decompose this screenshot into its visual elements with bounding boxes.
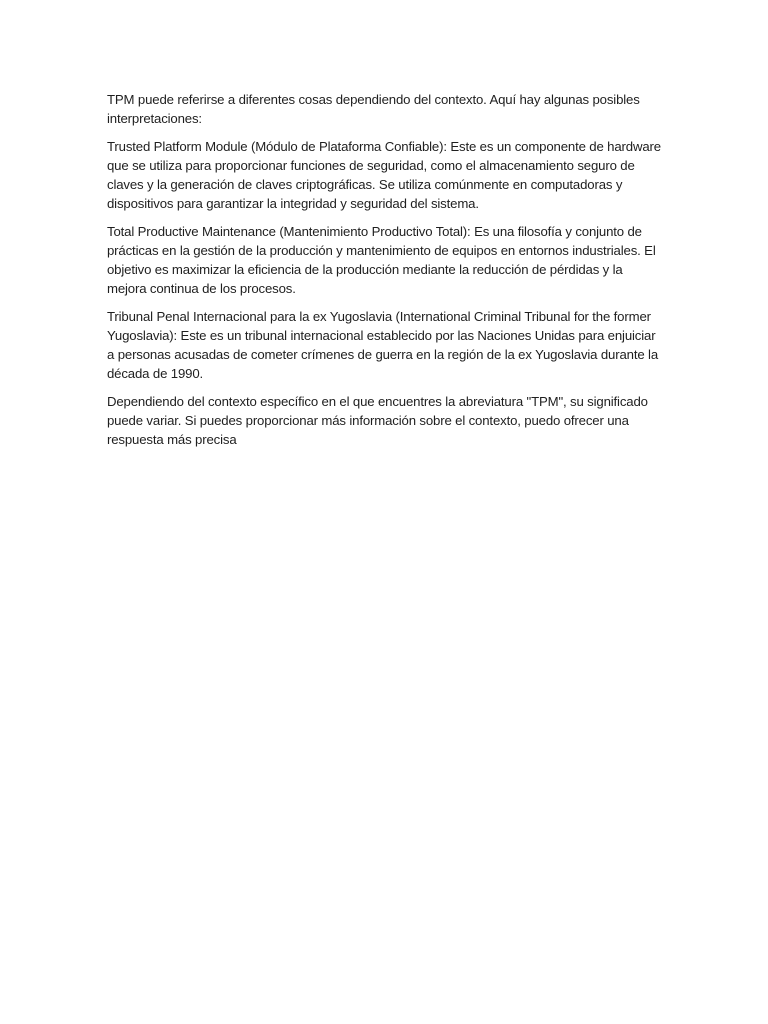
document-body [107,90,662,458]
tribunal-paragraph: Tribunal Penal Internacional para la ex Yugoslavia (International Criminal Tribunal for the former Yugoslavia): Este es un tribunal internacional establecido por las Naciones Unidas para enjuiciar a personas acusadas de cometer crímenes de guerra en la región de la ex Yugoslavia durante la década de 1990. [107,309,659,381]
conclusion-paragraph: Dependiendo del contexto específico en el que encuentres la abreviatura "TPM", su significado puede variar. Si puedes proporcionar más información sobre el contexto, puedo ofrecer una respuesta más precisa [107,394,648,447]
trusted-platform-module-paragraph: Trusted Platform Module (Módulo de Plataforma Confiable): Este es un componente de hardware que se utiliza para proporcionar funciones de seguridad, como el almacenamiento seguro de claves y la generación de claves criptográficas. Se utiliza comúnmente en computadoras y dispositivos para garantizar la integridad y seguridad del sistema. [107,139,661,211]
total-productive-maintenance-paragraph: Total Productive Maintenance (Mantenimiento Productivo Total): Es una filosofía y conjunto de prácticas en la gestión de la producción y mantenimiento de equipos en entornos industriales. El objetivo es maximizar la eficiencia de la producción mediante la reducción de pérdidas y la mejora continua de los procesos. [107,224,656,296]
intro-paragraph: TPM puede referirse a diferentes cosas dependiendo del contexto. Aquí hay algunas posibles interpretaciones: [107,92,640,126]
